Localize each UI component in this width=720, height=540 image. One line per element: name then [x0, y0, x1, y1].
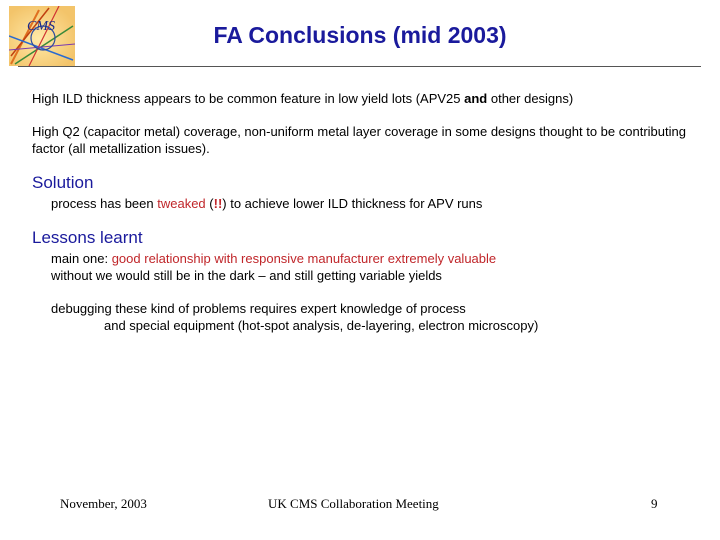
finding-ild-post: other designs): [487, 91, 574, 106]
finding-ild-bold: and: [464, 91, 488, 106]
lesson-main-pre: main one:: [51, 251, 112, 266]
footer-date: November, 2003: [60, 496, 147, 511]
finding-ild-pre: High ILD thickness appears to be common feature in low yield lots (APV25: [32, 91, 465, 106]
solution-highlight: tweaked: [157, 196, 206, 211]
lesson-equipment: and special equipment (hot-spot analysis, de-layering, electron microscopy): [104, 318, 539, 333]
solution-bang: !!: [213, 196, 223, 211]
title-divider: [18, 66, 701, 67]
logo-text: CMS: [27, 19, 55, 34]
lessons-heading: Lessons learnt: [32, 228, 143, 247]
solution-heading: Solution: [32, 173, 94, 192]
finding-ild: [32, 90, 692, 107]
lesson-debugging: debugging these kind of problems requires expert knowledge of process: [51, 301, 466, 316]
solution-text-post: ) to achieve lower ILD thickness for APV runs: [222, 196, 483, 211]
solution-text-pre: process has been: [51, 196, 158, 211]
solution-text-mid: (: [205, 196, 214, 211]
lesson-dark: without we would still be in the dark – and still getting variable yields: [51, 268, 442, 283]
solution-text: [51, 195, 482, 212]
lesson-main-highlight: good relationship with responsive manufacturer extremely valuable: [111, 251, 497, 266]
footer-page-number: 9: [651, 496, 658, 511]
footer-meeting: UK CMS Collaboration Meeting: [268, 496, 439, 511]
page-title: FA Conclusions (mid 2003): [213, 22, 507, 48]
lesson-main: [51, 250, 496, 267]
finding-q2: High Q2 (capacitor metal) coverage, non-uniform metal layer coverage in some designs thought to be contributing factor (all metallization issues).: [32, 124, 686, 156]
